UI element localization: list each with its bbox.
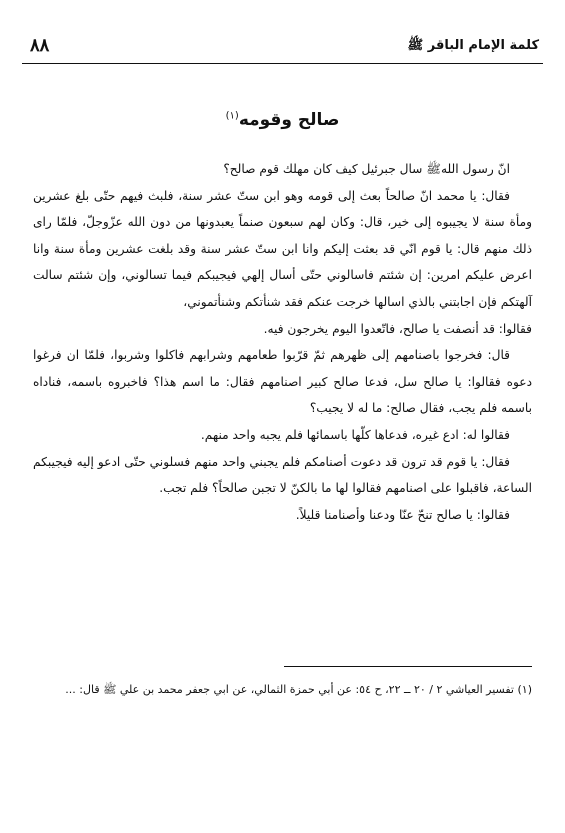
footnote: (١) تفسير العياشي ٢ / ٢٠ ــ ٢٢، ح ٥٤: عن أبي حمزة الثمالي، عن ابي جعفر محمد بن علي ﷺ قال: ... [65, 683, 532, 696]
footnote-reference: (١) [225, 110, 239, 122]
paragraph: فقالوا له: ادع غيره، فدعاها كلّها باسمائها فلم يجبه واحد منهم. [200, 427, 510, 442]
paragraph: انّ رسول اللهﷺ سال جبرئيل كيف كان مهلك قوم صالح؟ [223, 162, 510, 176]
chapter-heading [33, 110, 532, 130]
chapter-title: صالح وقومه [238, 110, 340, 130]
main-text [33, 110, 532, 528]
page-header [22, 33, 543, 64]
paragraph: فقالوا: يا صالح تنحّ عنّا ودعنا وأصنامنا قليلاً. [295, 507, 510, 522]
paragraph: قال: فخرجوا باصنامهم إلى ظهرهم ثمّ قرّبوا طعامهم وشرابهم فاكلوا وشربوا، فلمّا ان فرغوا دعوه فقالوا: يا صالح سل، فدعا صالح كبير اصنامهم فقال: ما اسم هذا؟ فاخبروه باسمه، فناداه باسمه فلم يجب، فقال صالح: ما له لا يجيب؟ [33, 348, 532, 416]
paragraph: فقالوا: قد أنصفت يا صالح، فاتّعدوا اليوم يخرجون فيه. [263, 321, 532, 336]
page-number: ٨٨ [30, 35, 50, 56]
paragraph: فقال: يا قوم قد ترون قد دعوت أصنامكم فلم يجبني واحد منهم فسلوني حتّى ادعو إليه فيجيبكم الساعة، فاقبلوا على اصنامهم فقالوا لها ما بالكنّ لا تجبن صالحاً؟ فلم تجب. [33, 454, 532, 496]
footnote-divider [284, 666, 532, 667]
paragraph: فقال: يا محمد انّ صالحاً بعث إلى قومه وهو ابن ستّ عشر سنة، فلبث فيهم حتّى بلغ عشرين ومأة سنة لا يجيبوه إلى خير، قال: وكان لهم سبعون صنماً يعبدونها من دون الله عزّوجلّ، فلمّا راى ذلك منهم قال: يا قوم انّي قد بعثت إليكم وانا ابن ستّ عشر سنة وقد بلغت عشرين ومأة سنة وانا اعرض عليكم امرين: إن شئتم فاسالوني حتّى أسال إلهي فيجيبكم فيما تسالوني، وإن شئتم سالت آلهتكم فإن اجابتني بالذي اسالها خرجت عنكم فقد شنأتكم وشنأتموني، [33, 188, 532, 309]
running-title: كلمة الإمام الباقر ﷺ [407, 38, 539, 53]
